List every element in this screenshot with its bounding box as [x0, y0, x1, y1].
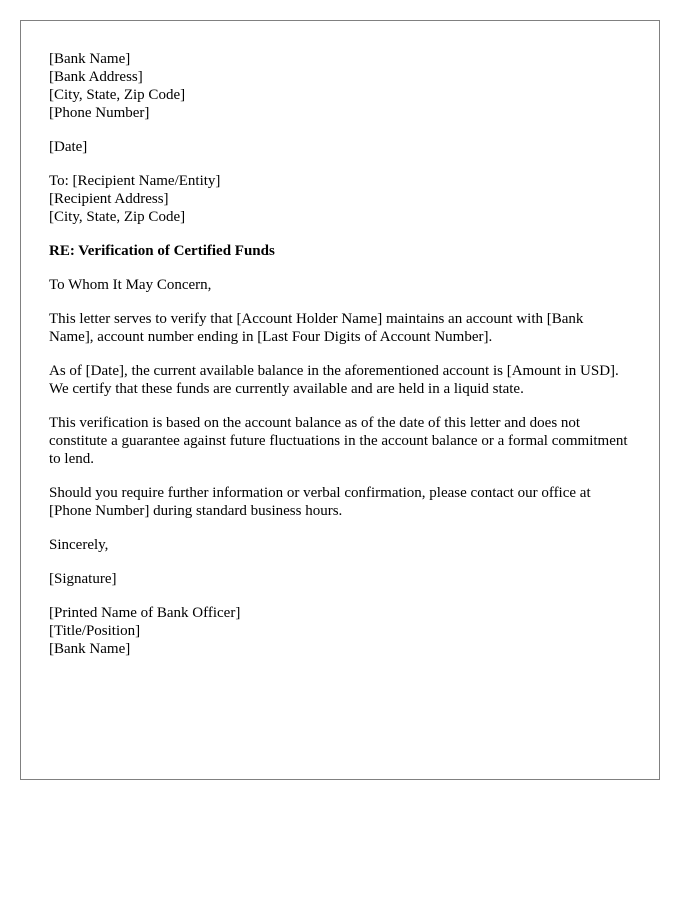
letter-date: [Date]: [49, 139, 88, 155]
closing: Sincerely,: [49, 537, 109, 553]
recipient-name: To: [Recipient Name/Entity]: [49, 173, 221, 189]
signer-block: [49, 604, 631, 658]
signer-printed-name: [Printed Name of Bank Officer]: [49, 605, 241, 621]
body-paragraph-4: Should you require further information or verbal confirmation, please contact our office at [Phone Number] during standard business hours.: [49, 485, 591, 519]
salutation: To Whom It May Concern,: [49, 277, 212, 293]
sender-bank-address: [Bank Address]: [49, 69, 143, 85]
sender-city-state-zip: [City, State, Zip Code]: [49, 87, 186, 103]
date-block: [49, 138, 631, 156]
recipient-address-block: [49, 172, 631, 226]
sender-bank-name: [Bank Name]: [49, 51, 131, 67]
subject-line: RE: Verification of Certified Funds: [49, 243, 275, 259]
sender-phone: [Phone Number]: [49, 105, 150, 121]
recipient-city-state-zip: [City, State, Zip Code]: [49, 209, 186, 225]
sender-address-block: [49, 50, 631, 122]
body-paragraph-1: This letter serves to verify that [Account Holder Name] maintains an account with [Bank Name], account number ending in [Last Four Digits of Account Number].: [49, 311, 584, 345]
signer-bank-name: [Bank Name]: [49, 641, 131, 657]
letter-page: [20, 20, 660, 780]
body-paragraph-2: As of [Date], the current available balance in the aforementioned account is [Amount in USD]. We certify that these funds are currently available and are held in a liquid state.: [49, 363, 619, 397]
signature-placeholder: [Signature]: [49, 571, 117, 587]
signer-title: [Title/Position]: [49, 623, 141, 639]
body-paragraph-3: This verification is based on the account balance as of the date of this letter and does not constitute a guarantee against future fluctuations in the account balance or a formal commitment to lend.: [49, 415, 628, 467]
recipient-address: [Recipient Address]: [49, 191, 169, 207]
